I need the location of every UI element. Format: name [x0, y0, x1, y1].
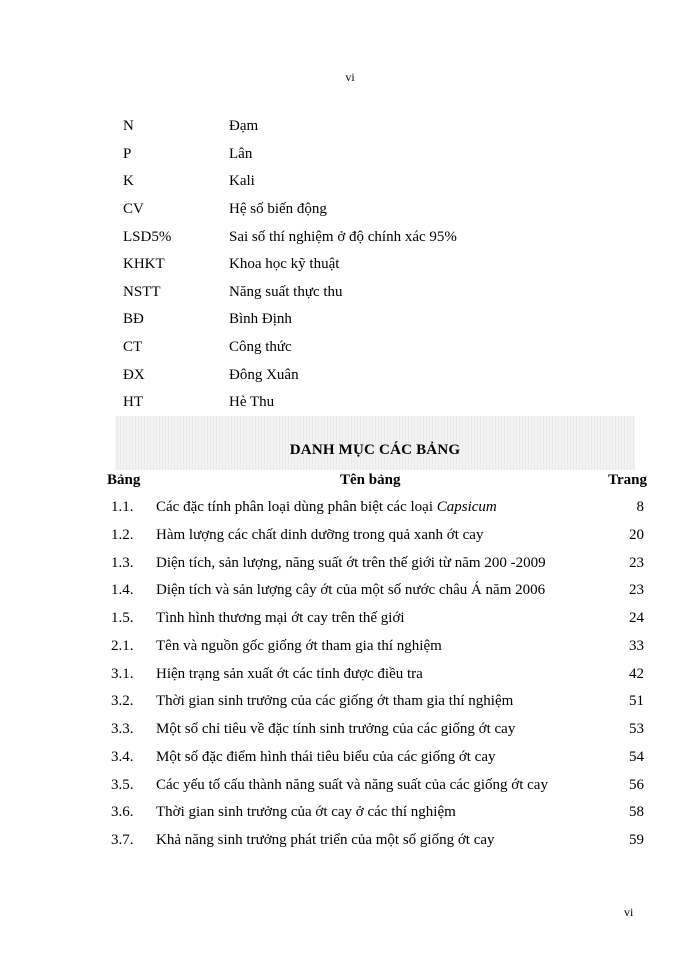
table-number: 3.5. [111, 776, 134, 793]
table-name [156, 582, 545, 599]
abbreviation-row [123, 196, 603, 224]
table-number: 1.3. [111, 554, 134, 571]
table-page: 24 [629, 610, 644, 626]
abbreviation-code: BĐ [123, 311, 144, 328]
table-name-text: Một số đặc điểm hình thái tiêu biểu của các giống ớt cay [156, 748, 496, 765]
abbreviation-code: N [123, 118, 134, 135]
abbreviation-row [123, 113, 603, 141]
abbreviation-row [123, 389, 603, 417]
abbreviation-row [123, 141, 603, 169]
abbreviation-meaning: Đông Xuân [229, 366, 299, 383]
table-name [156, 804, 456, 821]
table-name-text: Tên và nguồn gốc giống ớt tham gia thí nghiệm [156, 637, 442, 654]
abbreviation-code: ĐX [123, 366, 145, 383]
table-number: 3.1. [111, 665, 134, 682]
abbreviation-row [123, 168, 603, 196]
abbreviation-code: LSD5% [123, 228, 172, 245]
table-number: 1.2. [111, 526, 134, 543]
table-name-text: Diện tích, sản lượng, năng suất ớt trên thế giới từ năm 200 -2009 [156, 554, 546, 571]
table-page: 59 [629, 832, 644, 848]
table-name [156, 777, 548, 794]
table-list [107, 494, 644, 855]
table-list-row [107, 827, 644, 855]
table-list-row [107, 522, 644, 550]
table-number: 3.4. [111, 748, 134, 765]
table-name-text: Thời gian sinh trưởng của ớt cay ở các thí nghiệm [156, 804, 456, 821]
table-page: 23 [629, 582, 644, 599]
table-list-row [107, 716, 644, 744]
table-list-row [107, 772, 644, 800]
table-number: 1.1. [111, 499, 134, 515]
table-page: 8 [636, 499, 644, 515]
abbreviation-meaning: Hệ số biến động [229, 201, 327, 218]
table-name-italic: Capsicum [436, 499, 497, 515]
table-list-row [107, 661, 644, 689]
abbreviation-code: KHKT [123, 256, 165, 273]
table-name [156, 555, 546, 572]
abbreviation-row [123, 251, 603, 279]
abbreviation-meaning: Đạm [229, 118, 259, 135]
abbreviation-row [123, 279, 603, 307]
table-number: 1.4. [111, 582, 134, 599]
table-name-text: Hàm lượng các chất dinh dưỡng trong quả xanh ớt cay [156, 526, 484, 543]
abbreviation-meaning: Bình Định [229, 311, 292, 328]
table-name-text: Diện tích và sản lượng cây ớt của một số nước châu Á năm 2006 [156, 582, 546, 599]
table-number: 3.2. [111, 693, 134, 710]
table-page: 56 [629, 776, 644, 793]
table-name [156, 693, 513, 710]
abbreviation-row [123, 306, 603, 334]
page-number-top: vi [345, 70, 355, 84]
table-name [156, 499, 497, 516]
table-list-row [107, 633, 644, 661]
table-page: 58 [629, 804, 644, 821]
abbreviation-list [123, 113, 603, 417]
header-name: Tên bảng [340, 472, 401, 488]
table-list-row [107, 605, 644, 633]
abbreviation-meaning: Lân [229, 145, 253, 162]
table-list-row [107, 744, 644, 772]
table-page: 23 [629, 554, 644, 571]
table-number: 1.5. [111, 610, 134, 626]
section-title: DANH MỤC CÁC BẢNG [289, 442, 461, 458]
page-number-bottom: vi [624, 905, 634, 919]
table-name-text: Khả năng sinh trưởng phát triển của một số giống ớt cay [156, 832, 495, 848]
abbreviation-code: CT [123, 339, 143, 356]
abbreviation-meaning: Công thức [229, 339, 292, 356]
abbreviation-code: K [123, 173, 134, 190]
header-number: Bảng [107, 472, 141, 488]
table-name [156, 610, 405, 627]
table-number: 3.6. [111, 804, 134, 821]
abbreviation-meaning: Sai số thí nghiệm ở độ chính xác 95% [229, 228, 457, 245]
table-number: 3.7. [111, 832, 134, 848]
table-list-header [107, 470, 647, 494]
table-name-text: Thời gian sinh trưởng của các giống ớt tham gia thí nghiệm [156, 693, 514, 710]
table-list-row [107, 494, 644, 522]
abbreviation-code: NSTT [123, 283, 161, 300]
abbreviation-code: CV [123, 201, 144, 218]
table-name [156, 749, 496, 766]
table-name [156, 721, 515, 738]
table-page: 54 [629, 748, 644, 765]
table-page: 33 [629, 637, 644, 654]
table-name-text: Hiện trạng sản xuất ớt các tỉnh được điều tra [156, 665, 423, 682]
table-page: 51 [629, 693, 644, 710]
table-number: 3.3. [111, 721, 134, 737]
abbreviation-meaning: Năng suất thực thu [229, 283, 343, 300]
table-list-row [107, 799, 644, 827]
abbreviation-code: P [123, 145, 132, 162]
table-page: 20 [629, 526, 644, 543]
header-page: Trang [608, 472, 647, 488]
abbreviation-meaning: Khoa học kỹ thuật [229, 256, 340, 273]
table-name-text: Tình hình thương mại ớt cay trên thế giới [156, 610, 405, 626]
abbreviation-row [123, 223, 603, 251]
table-page: 53 [629, 721, 644, 737]
table-name-text: Các yếu tố cấu thành năng suất và năng suất của các giống ớt cay [156, 776, 548, 793]
table-list-row [107, 688, 644, 716]
table-name [156, 832, 495, 849]
table-name [156, 638, 442, 655]
abbreviation-code: HT [123, 394, 143, 411]
table-name-text: Một số chỉ tiêu về đặc tính sinh trưởng của các giống ớt cay [156, 721, 516, 737]
abbreviation-row [123, 334, 603, 362]
abbreviation-meaning: Hè Thu [229, 394, 275, 411]
table-name [156, 666, 423, 683]
table-number: 2.1. [111, 637, 134, 654]
table-list-row [107, 550, 644, 578]
table-list-row [107, 577, 644, 605]
table-name [156, 527, 483, 544]
abbreviation-row [123, 361, 603, 389]
abbreviation-meaning: Kali [229, 173, 255, 190]
table-page: 42 [629, 665, 644, 682]
table-name-text: Các đặc tính phân loại dùng phân biệt các loại [156, 499, 437, 515]
